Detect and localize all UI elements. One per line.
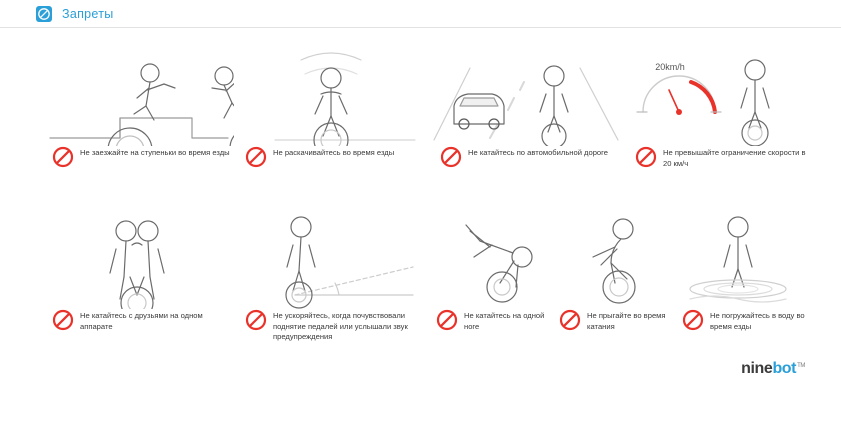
illustration-no-jumping xyxy=(553,191,683,309)
forbidden-icon xyxy=(36,6,52,22)
ban-icon xyxy=(440,146,462,168)
rule-item-no-jumping xyxy=(553,191,683,359)
rules-row-2 xyxy=(0,191,841,361)
rule-text: Не катайтесь с друзьями на одном аппарате xyxy=(80,311,203,331)
rule-text: Не заезжайте на ступеньки во время езды xyxy=(80,148,230,157)
illustration-no-one-leg xyxy=(430,191,560,309)
rule-item-no-accelerate xyxy=(235,191,427,359)
rule-item-no-roadway xyxy=(430,28,622,196)
illustration-no-accelerate xyxy=(235,191,427,309)
header xyxy=(0,0,841,28)
gauge-label: 20km/h xyxy=(655,62,685,72)
ban-icon xyxy=(245,309,267,331)
illustration-no-friends xyxy=(42,191,234,309)
logo-trademark: TM xyxy=(797,363,805,369)
ban-icon xyxy=(635,146,657,168)
ban-icon xyxy=(436,309,458,331)
illustration-no-roadway xyxy=(430,28,622,146)
rule-item-no-friends xyxy=(42,191,234,359)
caption-no-water xyxy=(682,309,822,332)
ninebot-logo xyxy=(733,357,813,381)
illustration-no-stairs xyxy=(42,28,234,146)
rule-item-no-one-leg xyxy=(430,191,560,359)
caption-no-jumping xyxy=(559,309,681,332)
rule-item-no-overspeed xyxy=(625,28,817,196)
ban-icon xyxy=(52,309,74,331)
rule-item-no-swinging xyxy=(235,28,427,196)
illustration-no-overspeed xyxy=(625,28,817,146)
ban-icon xyxy=(559,309,581,331)
illustration-no-water xyxy=(676,191,826,309)
rule-item-no-water xyxy=(676,191,826,359)
caption-no-roadway xyxy=(440,146,620,168)
rules-row-1 xyxy=(0,28,841,198)
rule-text: Не катайтесь по автомобильной дороге xyxy=(468,148,608,157)
rule-text: Не раскачивайтесь во время езды xyxy=(273,148,395,157)
ban-icon xyxy=(682,309,704,331)
caption-no-accelerate xyxy=(245,309,425,343)
rule-text: Не ускоряйтесь, когда почувствовали поднятие педалей или услышали звук предупреждения xyxy=(273,311,408,341)
rule-text: Не прыгайте во время катания xyxy=(587,311,666,331)
rule-text: Не катайтесь на одной ноге xyxy=(464,311,545,331)
caption-no-one-leg xyxy=(436,309,558,332)
logo-part-bot: bot xyxy=(772,360,797,377)
page-title: Запреты xyxy=(62,6,114,21)
caption-no-friends xyxy=(52,309,232,332)
rule-item-no-stairs xyxy=(42,28,234,196)
rule-text: Не погружайтесь в воду во время езды xyxy=(710,311,805,331)
illustration-no-swinging xyxy=(235,28,427,146)
caption-no-overspeed xyxy=(635,146,815,169)
caption-no-stairs xyxy=(52,146,232,168)
logo-part-nine: nine xyxy=(741,360,773,377)
rule-text: Не превышайте ограничение скорости в 20 км/ч xyxy=(663,148,806,168)
rules-grid xyxy=(0,28,841,368)
ban-icon xyxy=(52,146,74,168)
caption-no-swinging xyxy=(245,146,425,168)
ban-icon xyxy=(245,146,267,168)
